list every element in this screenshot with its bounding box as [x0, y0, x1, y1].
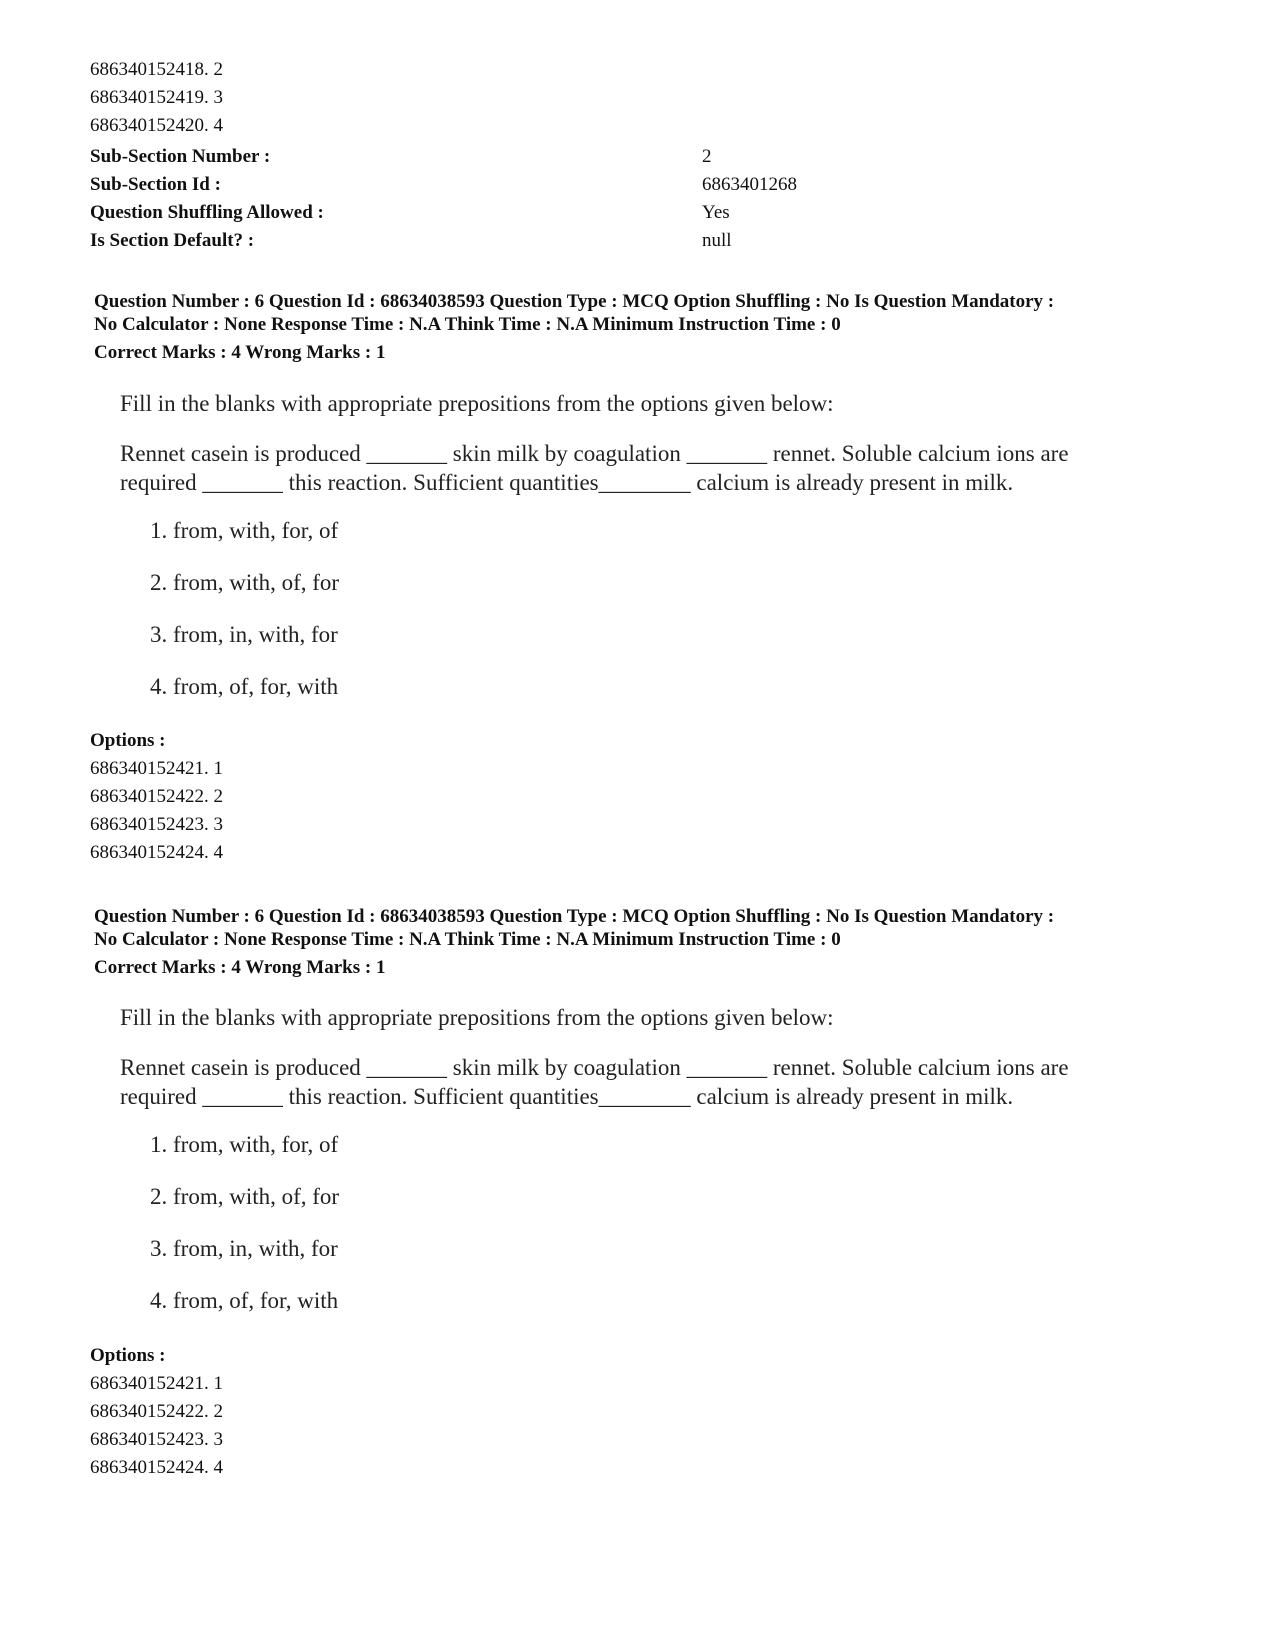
subsection-id-value: 6863401268 [702, 174, 797, 195]
option-line: 686340152421. 1 [90, 1373, 223, 1394]
question-header-line: Question Number : 6 Question Id : 68634038593 Question Type : MCQ Option Shuffling : No Is Question Mandatory : [94, 906, 1055, 927]
subsection-id-label: Sub-Section Id : [90, 174, 221, 195]
option-line: 686340152423. 3 [90, 1429, 223, 1450]
choice-item: 4. from, of, for, with [150, 674, 339, 699]
subsection-number-label: Sub-Section Number : [90, 146, 271, 167]
question-shuffling-label: Question Shuffling Allowed : [90, 202, 324, 223]
option-line: 686340152418. 2 [90, 59, 223, 80]
option-line: 686340152421. 1 [90, 758, 223, 779]
option-line: 686340152422. 2 [90, 786, 223, 807]
question-marks: Correct Marks : 4 Wrong Marks : 1 [94, 957, 386, 978]
option-line: 686340152424. 4 [90, 842, 223, 863]
section-default-label: Is Section Default? : [90, 230, 255, 251]
passage-line: Rennet casein is produced _______ skin milk by coagulation _______ rennet. Soluble calcium ions are [120, 1055, 1069, 1080]
choice-item: 1. from, with, for, of [150, 1132, 339, 1157]
subsection-number-value: 2 [702, 146, 712, 167]
option-line: 686340152420. 4 [90, 115, 223, 136]
question-passage [120, 1053, 1069, 1111]
choice-item: 3. from, in, with, for [150, 622, 338, 647]
question-header-line: No Calculator : None Response Time : N.A Think Time : N.A Minimum Instruction Time : 0 [94, 929, 841, 950]
option-line: 686340152423. 3 [90, 814, 223, 835]
options-label: Options : [90, 1345, 166, 1366]
choice-item: 3. from, in, with, for [150, 1236, 338, 1261]
section-default-value: null [702, 230, 732, 251]
option-line: 686340152419. 3 [90, 87, 223, 108]
question-marks: Correct Marks : 4 Wrong Marks : 1 [94, 342, 386, 363]
passage-line: Rennet casein is produced _______ skin milk by coagulation _______ rennet. Soluble calcium ions are [120, 441, 1069, 466]
question-image [94, 1005, 1174, 1325]
choice-item: 4. from, of, for, with [150, 1288, 339, 1313]
question-instruction: Fill in the blanks with appropriate prepositions from the options given below: [120, 1005, 834, 1030]
options-label: Options : [90, 730, 166, 751]
question-instruction: Fill in the blanks with appropriate prepositions from the options given below: [120, 391, 834, 416]
passage-line: required _______ this reaction. Sufficient quantities________ calcium is already present in milk. [120, 470, 1014, 495]
option-line: 686340152422. 2 [90, 1401, 223, 1422]
question-passage [120, 439, 1069, 497]
question-image [94, 391, 1174, 711]
passage-line: required _______ this reaction. Sufficient quantities________ calcium is already present in milk. [120, 1084, 1014, 1109]
choice-item: 2. from, with, of, for [150, 1184, 340, 1209]
option-line: 686340152424. 4 [90, 1457, 223, 1478]
question-shuffling-value: Yes [702, 202, 730, 223]
question-header-line: No Calculator : None Response Time : N.A Think Time : N.A Minimum Instruction Time : 0 [94, 314, 841, 335]
choice-item: 2. from, with, of, for [150, 570, 340, 595]
question-header-line: Question Number : 6 Question Id : 68634038593 Question Type : MCQ Option Shuffling : No Is Question Mandatory : [94, 291, 1055, 312]
choice-item: 1. from, with, for, of [150, 518, 339, 543]
